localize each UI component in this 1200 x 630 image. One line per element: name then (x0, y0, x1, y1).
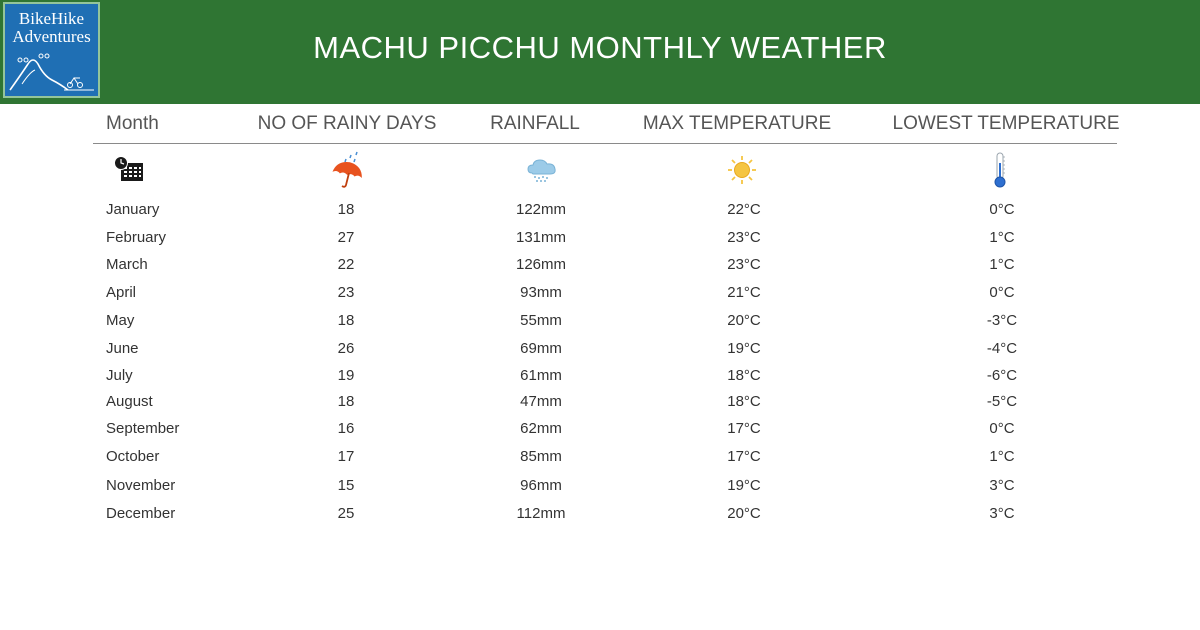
header-bar (0, 0, 1200, 104)
column-header-rainfall: RAINFALL (490, 113, 580, 134)
cell-month: December (106, 505, 176, 522)
umbrella-rain-icon (331, 151, 365, 189)
cell-rainy-days: 26 (337, 340, 355, 357)
cell-month: March (106, 256, 148, 273)
mountain-cyclist-icon (8, 50, 96, 94)
cell-max-temperature: 19°C (727, 340, 761, 357)
cell-rainfall: 122mm (515, 201, 567, 218)
cell-max-temperature: 18°C (727, 367, 761, 384)
sun-icon (727, 155, 757, 185)
cell-max-temperature: 22°C (727, 201, 761, 218)
logo-line-2: Adventures (12, 27, 91, 46)
column-header-month: Month (106, 113, 159, 134)
thermometer-icon (992, 151, 1008, 189)
cell-month: April (106, 284, 137, 301)
table-row (0, 505, 1200, 529)
logo-line-1: BikeHike (18, 9, 85, 28)
cell-max-temperature: 20°C (727, 312, 761, 329)
cell-rainfall: 55mm (520, 312, 562, 329)
table-row (0, 312, 1200, 336)
cell-max-temperature: 21°C (727, 284, 761, 301)
cell-max-temperature: 23°C (727, 229, 761, 246)
cell-rainy-days: 16 (337, 420, 355, 437)
cell-max-temperature: 19°C (727, 477, 761, 494)
cell-rainy-days: 25 (337, 505, 355, 522)
column-header-max-temperature: MAX TEMPERATURE (642, 113, 832, 134)
cell-lowest-temperature: 1°C (989, 448, 1015, 465)
cell-rainfall: 96mm (520, 477, 562, 494)
rain-cloud-icon (526, 157, 558, 183)
cell-rainy-days: 15 (337, 477, 355, 494)
cell-rainfall: 131mm (515, 229, 567, 246)
table-row (0, 420, 1200, 444)
cell-month: January (106, 201, 160, 218)
cell-lowest-temperature: 3°C (989, 477, 1015, 494)
table-row (0, 256, 1200, 280)
cell-rainfall: 61mm (520, 367, 562, 384)
cell-rainfall: 62mm (520, 420, 562, 437)
cell-rainy-days: 18 (337, 201, 355, 218)
bikehike-logo[interactable] (3, 2, 100, 98)
page-title: MACHU PICCHU MONTHLY WEATHER (313, 30, 887, 65)
cell-lowest-temperature: 1°C (989, 229, 1015, 246)
cell-lowest-temperature: -4°C (986, 340, 1018, 357)
cell-rainy-days: 27 (337, 229, 355, 246)
cell-lowest-temperature: 3°C (989, 505, 1015, 522)
cell-max-temperature: 20°C (727, 505, 761, 522)
table-row (0, 393, 1200, 417)
logo-text (5, 4, 98, 46)
column-header-lowest-temperature: LOWEST TEMPERATURE (892, 113, 1120, 134)
cell-lowest-temperature: 0°C (989, 201, 1015, 218)
cell-rainy-days: 19 (337, 367, 355, 384)
cell-month: August (106, 393, 153, 410)
table-row (0, 367, 1200, 391)
cell-max-temperature: 23°C (727, 256, 761, 273)
cell-lowest-temperature: -6°C (986, 367, 1018, 384)
cell-max-temperature: 17°C (727, 448, 761, 465)
calendar-clock-icon (113, 155, 145, 183)
cell-lowest-temperature: 1°C (989, 256, 1015, 273)
cell-rainy-days: 18 (337, 312, 355, 329)
cell-month: June (106, 340, 139, 357)
cell-lowest-temperature: -5°C (986, 393, 1018, 410)
cell-rainfall: 69mm (520, 340, 562, 357)
cell-rainy-days: 18 (337, 393, 355, 410)
cell-month: October (106, 448, 160, 465)
cell-rainy-days: 22 (337, 256, 355, 273)
cell-rainfall: 93mm (520, 284, 562, 301)
cell-rainfall: 85mm (520, 448, 562, 465)
cell-rainy-days: 17 (337, 448, 355, 465)
cell-lowest-temperature: 0°C (989, 420, 1015, 437)
cell-rainy-days: 23 (337, 284, 355, 301)
cell-lowest-temperature: 0°C (989, 284, 1015, 301)
cell-month: September (106, 420, 180, 437)
cell-rainfall: 126mm (515, 256, 567, 273)
table-row (0, 448, 1200, 472)
table-row (0, 340, 1200, 364)
cell-max-temperature: 18°C (727, 393, 761, 410)
cell-month: February (106, 229, 167, 246)
table-row (0, 284, 1200, 308)
cell-lowest-temperature: -3°C (986, 312, 1018, 329)
table-row (0, 229, 1200, 253)
table-row (0, 477, 1200, 501)
cell-month: July (106, 367, 133, 384)
cell-rainfall: 112mm (516, 505, 566, 522)
cell-max-temperature: 17°C (727, 420, 761, 437)
cell-month: November (106, 477, 176, 494)
cell-rainfall: 47mm (520, 393, 562, 410)
table-row (0, 201, 1200, 225)
cell-month: May (106, 312, 135, 329)
header-divider (93, 143, 1117, 144)
column-header-rainy-days: NO OF RAINY DAYS (257, 113, 437, 134)
